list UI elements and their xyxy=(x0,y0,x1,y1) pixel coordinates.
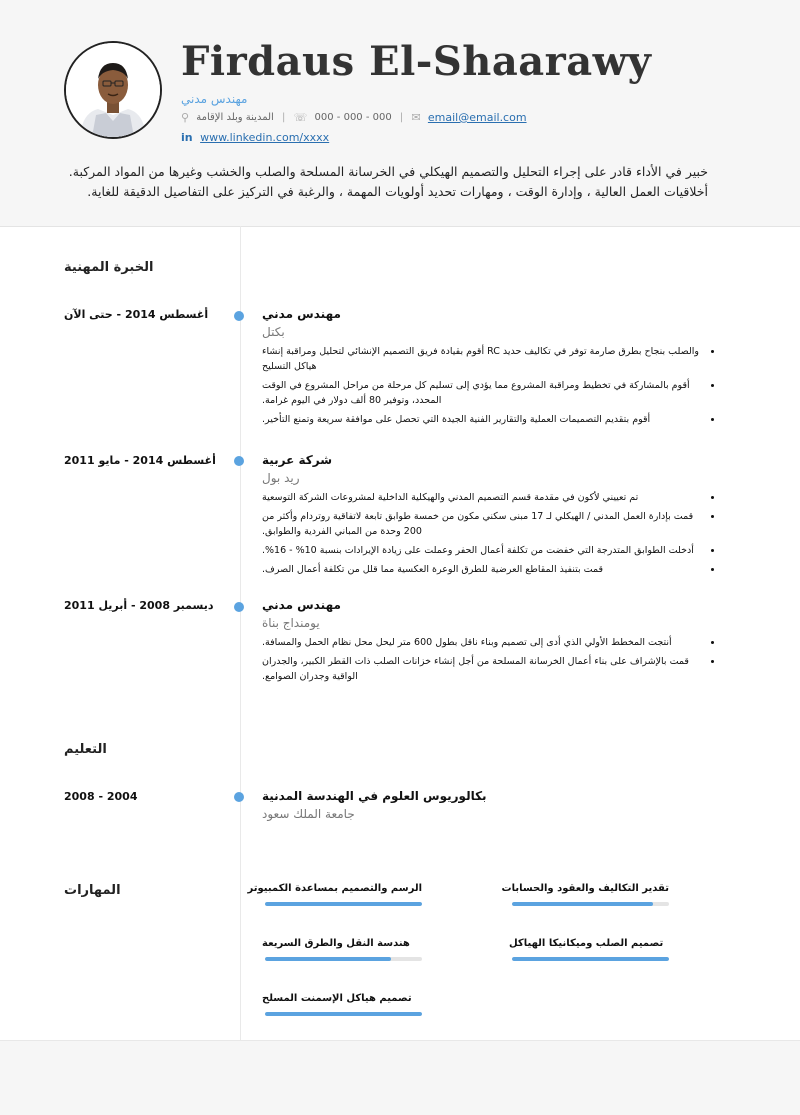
email-link[interactable]: email@email.com xyxy=(427,111,527,124)
skill-item xyxy=(262,993,422,1016)
skill-item xyxy=(262,938,422,961)
experience-date: ديسمبر 2008 - أبريل 2011 xyxy=(64,599,214,612)
location-pin-icon: ⚲ xyxy=(181,111,190,124)
education-school: جامعة الملك سعود xyxy=(262,807,355,821)
education-section-title: التعليم xyxy=(64,742,107,757)
education-date: 2004 - 2008 xyxy=(64,790,138,803)
skill-item xyxy=(509,938,669,961)
skill-bar xyxy=(265,957,422,961)
skill-item xyxy=(247,883,422,906)
timeline-divider xyxy=(240,226,241,1056)
professional-summary: خبير في الأداء قادر على إجراء التحليل والتصميم الهيكلي في الخرسانة المسلحة والصلب والخشب وغيرها من المواد المركبة. أخلاقيات العمل العالية ، وإدارة الوقت ، ومهارات تحديد أولويات المهمة ، والرغبة في التركيز على التفاصيل الدقيقة للغاية. xyxy=(68,164,708,199)
skill-name: تصميم الصلب وميكانيكا الهياكل xyxy=(509,938,664,949)
experience-role: شركة عربية xyxy=(262,453,333,467)
skill-item xyxy=(501,883,669,906)
linkedin-icon: in xyxy=(181,131,193,144)
location-text: المدينة وبلد الإقامة xyxy=(196,112,274,123)
envelope-icon: ✉ xyxy=(411,111,421,124)
phone-icon: ☏ xyxy=(293,111,308,124)
skill-bar-fill xyxy=(265,902,422,906)
header xyxy=(0,0,800,227)
experience-section-title: الخبرة المهنية xyxy=(64,260,154,275)
skill-bar xyxy=(265,902,422,906)
skill-name: هندسة النقل والطرق السريعة xyxy=(262,938,410,949)
skills-section-title: المهارات xyxy=(64,883,121,898)
skill-name: الرسم والتصميم بمساعدة الكمبيوتر xyxy=(247,883,422,894)
experience-company: بكتل xyxy=(262,325,285,339)
phone-text: 000 - 000 - 000 xyxy=(314,112,392,123)
timeline-dot xyxy=(234,311,244,321)
experience-role: مهندس مدني xyxy=(262,598,341,612)
experience-company: يومنداج بناة xyxy=(262,616,320,630)
experience-date: أغسطس 2014 - مايو 2011 xyxy=(64,454,216,467)
skill-bar-fill xyxy=(512,902,653,906)
experience-bullets xyxy=(262,344,716,431)
timeline-dot xyxy=(234,602,244,612)
experience-bullets xyxy=(262,635,716,688)
timeline-dot xyxy=(234,456,244,466)
list-item: • أنتجت المخطط الأولي الذي أدى إلى تصميم وبناء ناقل بطول 600 متر ليحل محل نظام الحمل والمسافة. xyxy=(262,635,702,650)
job-title: مهندس مدني xyxy=(181,92,248,106)
timeline-dot xyxy=(234,792,244,802)
list-item: • قمت بالإشراف على بناء أعمال الخرسانة المسلحة من أجل إنشاء خزانات الصلب ذات القطر الكبير، والجدران الواقية وجدران الصوامع. xyxy=(262,654,702,684)
list-item: • أقوم بتقديم التصميمات العملية والتقارير الفنية الجيدة التي تحصل على موافقة سريعة وتمنع التأخير. xyxy=(262,412,702,427)
full-name: Firdaus El-Shaarawy xyxy=(181,38,652,85)
list-item: • قمت بإدارة العمل المدني / الهيكلي لـ 17 مبنى سكني مكون من خمسة طوابق تابعة لاتفاقية روتردام وأكثر من 200 وحدة من المباني الفردية والطوابق. xyxy=(262,509,702,539)
profile-photo xyxy=(64,41,162,139)
experience-role: مهندس مدني xyxy=(262,307,341,321)
experience-date: أغسطس 2014 - حتى الآن xyxy=(64,308,209,321)
skill-name: تصميم هياكل الإسمنت المسلح xyxy=(262,993,412,1004)
skill-name: تقدير التكاليف والعقود والحسابات xyxy=(501,883,669,894)
list-item: • أقوم بالمشاركة في تخطيط ومراقبة المشروع مما يؤدي إلى تسليم كل مرحلة من مراحل المشروع في الوقت المحدد، وتوفير 80 ألف دولار في اليوم غرامة. xyxy=(262,378,702,408)
linkedin-row xyxy=(181,131,329,144)
list-item: • قمت بتنفيذ المقاطع العرضية للطرق الوعرة العكسية مما قلل من تكلفة أعمال الصرف. xyxy=(262,562,702,577)
education-degree: بكالوريوس العلوم في الهندسة المدنية xyxy=(262,789,487,803)
contact-info xyxy=(181,111,527,124)
skill-bar-fill xyxy=(265,1012,422,1016)
list-item: • والصلب بنجاح بطرق صارمة توفر في تكاليف حديد RC أقوم بقيادة فريق التصميم الإنشائي لتحليل ومراقبة إنشاء هياكل التسليح xyxy=(262,344,702,374)
footer-band xyxy=(0,1040,800,1115)
profile-photo-image xyxy=(66,43,160,137)
linkedin-link[interactable]: www.linkedin.com/xxxx xyxy=(200,131,330,144)
skill-bar-fill xyxy=(512,957,669,961)
skill-bar-fill xyxy=(265,957,391,961)
skill-bar xyxy=(265,1012,422,1016)
experience-bullets xyxy=(262,490,716,581)
list-item: • تم تعييني لأكون في مقدمة قسم التصميم المدني والهيكلية الداخلية لمشروعات الشركة التوسعية xyxy=(262,490,702,505)
skill-bar xyxy=(512,902,669,906)
experience-company: ريد بول xyxy=(262,471,300,485)
separator: | xyxy=(399,112,404,123)
list-item: • أدخلت الطوابق المتدرجة التي خفضت من تكلفة أعمال الحفر وعملت على زيادة الإيرادات بنسبة 10% - 16%. xyxy=(262,543,702,558)
separator: | xyxy=(282,112,286,123)
skill-bar xyxy=(512,957,669,961)
